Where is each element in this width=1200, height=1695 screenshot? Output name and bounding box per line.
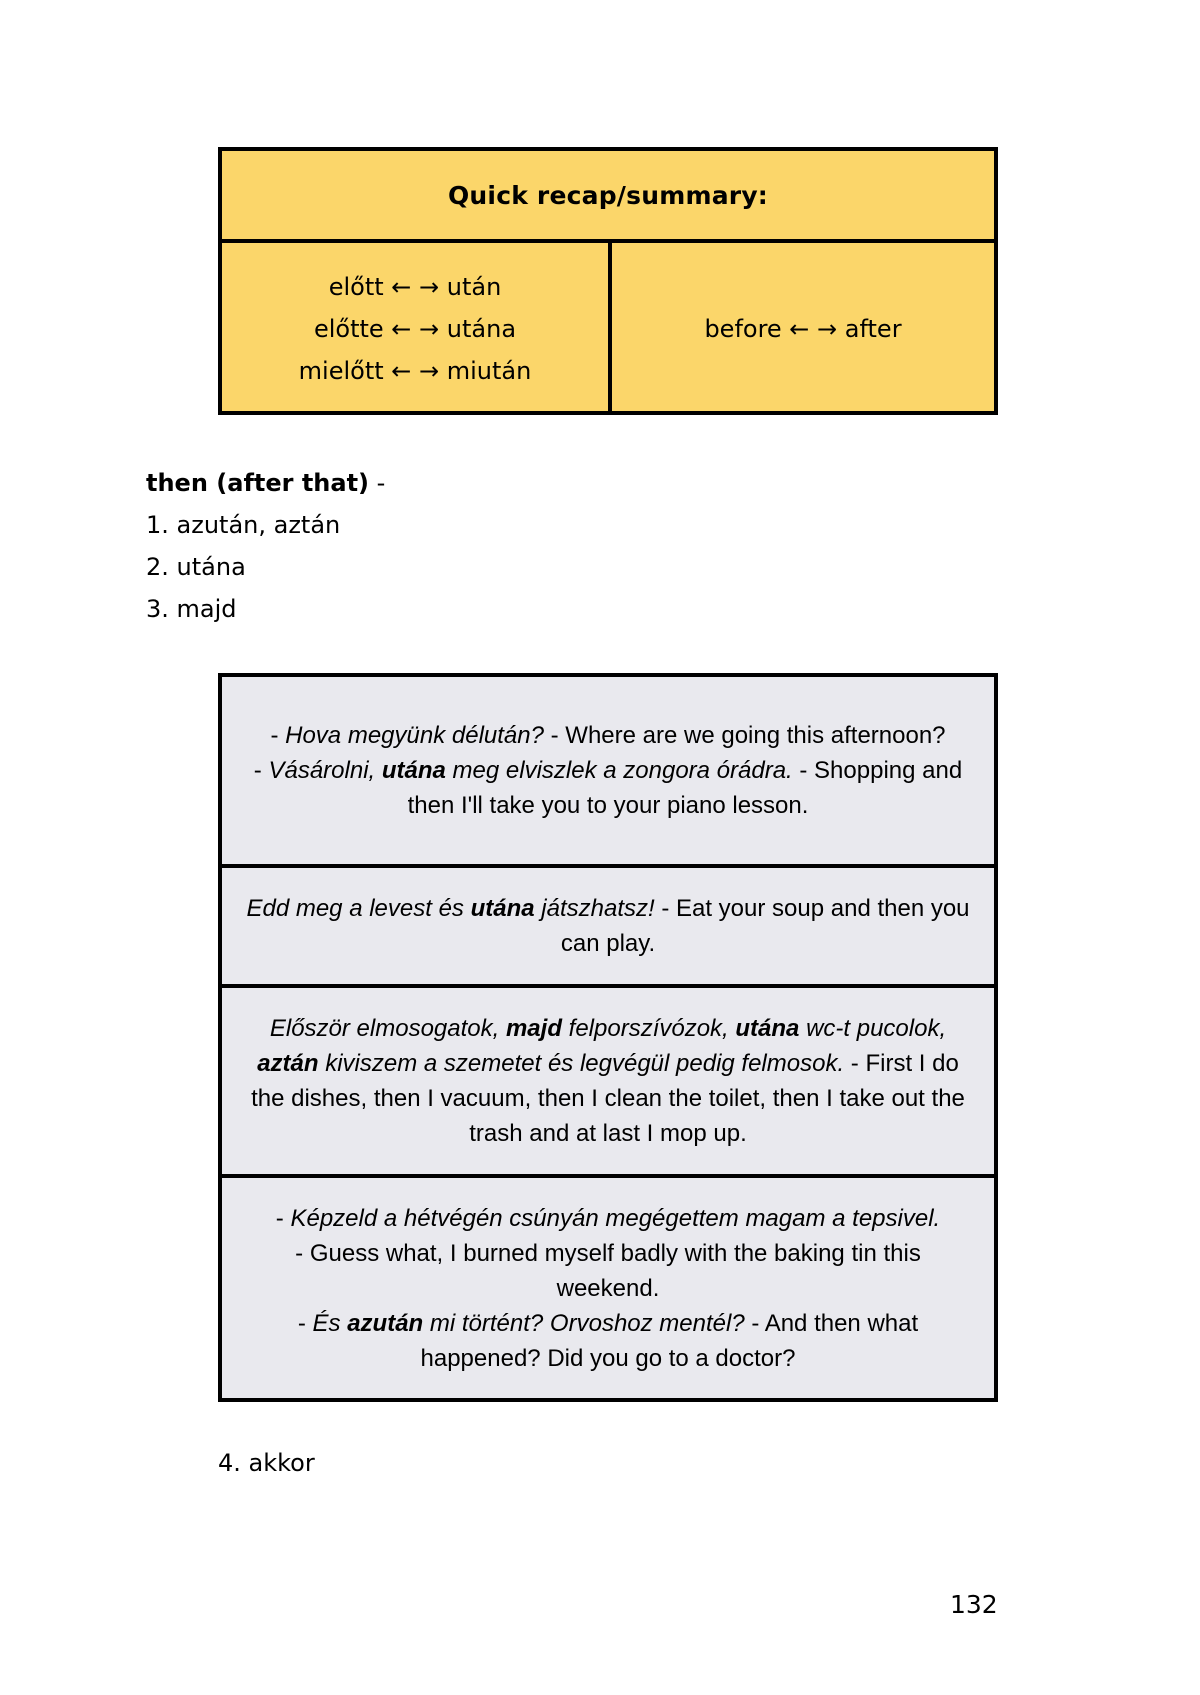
highlighted-word: utána — [470, 895, 535, 922]
hungarian-text: kiviszem a szemetet és legvégül pedig felmosok. — [318, 1050, 845, 1077]
example-line — [242, 718, 974, 753]
example-text — [242, 891, 974, 961]
recap-english-cell: before ← → after — [704, 315, 902, 343]
example-row — [222, 984, 994, 1174]
section-heading: then (after that) — [146, 469, 370, 497]
hungarian-text: felporszívózok, — [561, 1015, 736, 1042]
english-text: - First I do the dishes, then I vacuum, then I clean the toilet, then I take out the trash and at last I mop up. — [251, 1050, 965, 1147]
hungarian-text: meg elviszlek a zongora órádra. — [445, 757, 793, 784]
hungarian-text: Először elmosogatok, — [269, 1015, 506, 1042]
example-row — [222, 1174, 994, 1398]
example-line — [242, 1011, 974, 1151]
english-text: - — [275, 1204, 291, 1232]
highlighted-word: utána — [381, 757, 446, 784]
example-row — [222, 677, 994, 864]
highlighted-word: aztán — [257, 1050, 319, 1077]
highlighted-word: utána — [735, 1015, 800, 1042]
translation-list — [146, 504, 385, 630]
list-item-akkor: 4. akkor — [218, 1449, 315, 1477]
recap-title: Quick recap/summary: — [222, 151, 994, 243]
example-row — [222, 864, 994, 984]
highlighted-word: azután — [347, 1309, 424, 1337]
example-text — [242, 1011, 974, 1151]
example-line — [242, 1306, 974, 1376]
example-text — [242, 1201, 974, 1376]
example-line — [242, 1236, 974, 1306]
english-text: - Where are we going this afternoon? — [543, 722, 946, 749]
example-text — [242, 718, 974, 823]
english-text: - Eat your soup and then you can play. — [560, 895, 970, 957]
example-line — [242, 1201, 974, 1236]
english-text: - — [270, 722, 286, 749]
english-text: - And then what happened? Did you go to a doctor? — [420, 1309, 919, 1372]
recap-line: mielőtt ← → miután — [298, 357, 532, 385]
hungarian-text: mi történt? Orvoshoz mentél? — [423, 1309, 745, 1337]
recap-table — [218, 147, 998, 415]
list-item: 1. azután, aztán — [146, 511, 341, 539]
english-text: - — [253, 757, 269, 784]
example-line — [242, 753, 974, 823]
examples-table — [218, 673, 998, 1402]
list-item: 2. utána — [146, 553, 246, 581]
section-heading-line — [146, 462, 385, 504]
recap-row — [222, 243, 994, 415]
hungarian-text: wc-t pucolok, — [799, 1015, 947, 1042]
page-number: 132 — [950, 1590, 998, 1619]
then-section — [146, 462, 385, 630]
highlighted-word: majd — [505, 1015, 562, 1042]
heading-dash: - — [369, 469, 386, 497]
hungarian-text: Képzeld a hétvégén csúnyán megégettem magam a tepsivel. — [290, 1204, 941, 1232]
recap-line: előtt ← → után — [328, 273, 502, 301]
hungarian-text: Hova megyünk délután? — [285, 722, 544, 749]
recap-line: előtte ← → utána — [313, 315, 517, 343]
hungarian-text: Edd meg a levest és — [246, 895, 471, 922]
list-item: 3. majd — [146, 595, 237, 623]
hungarian-text: játszhatsz! — [534, 895, 655, 922]
recap-hungarian-cell — [222, 243, 612, 415]
hungarian-text: Vásárolni, — [268, 757, 382, 784]
english-text: - Guess what, I burned myself badly with the baking tin this weekend. — [295, 1239, 921, 1302]
english-text: - — [297, 1309, 313, 1337]
english-text: - Shopping and then I'll take you to your piano lesson. — [407, 757, 963, 819]
example-line — [242, 891, 974, 961]
hungarian-text: És — [312, 1309, 348, 1337]
